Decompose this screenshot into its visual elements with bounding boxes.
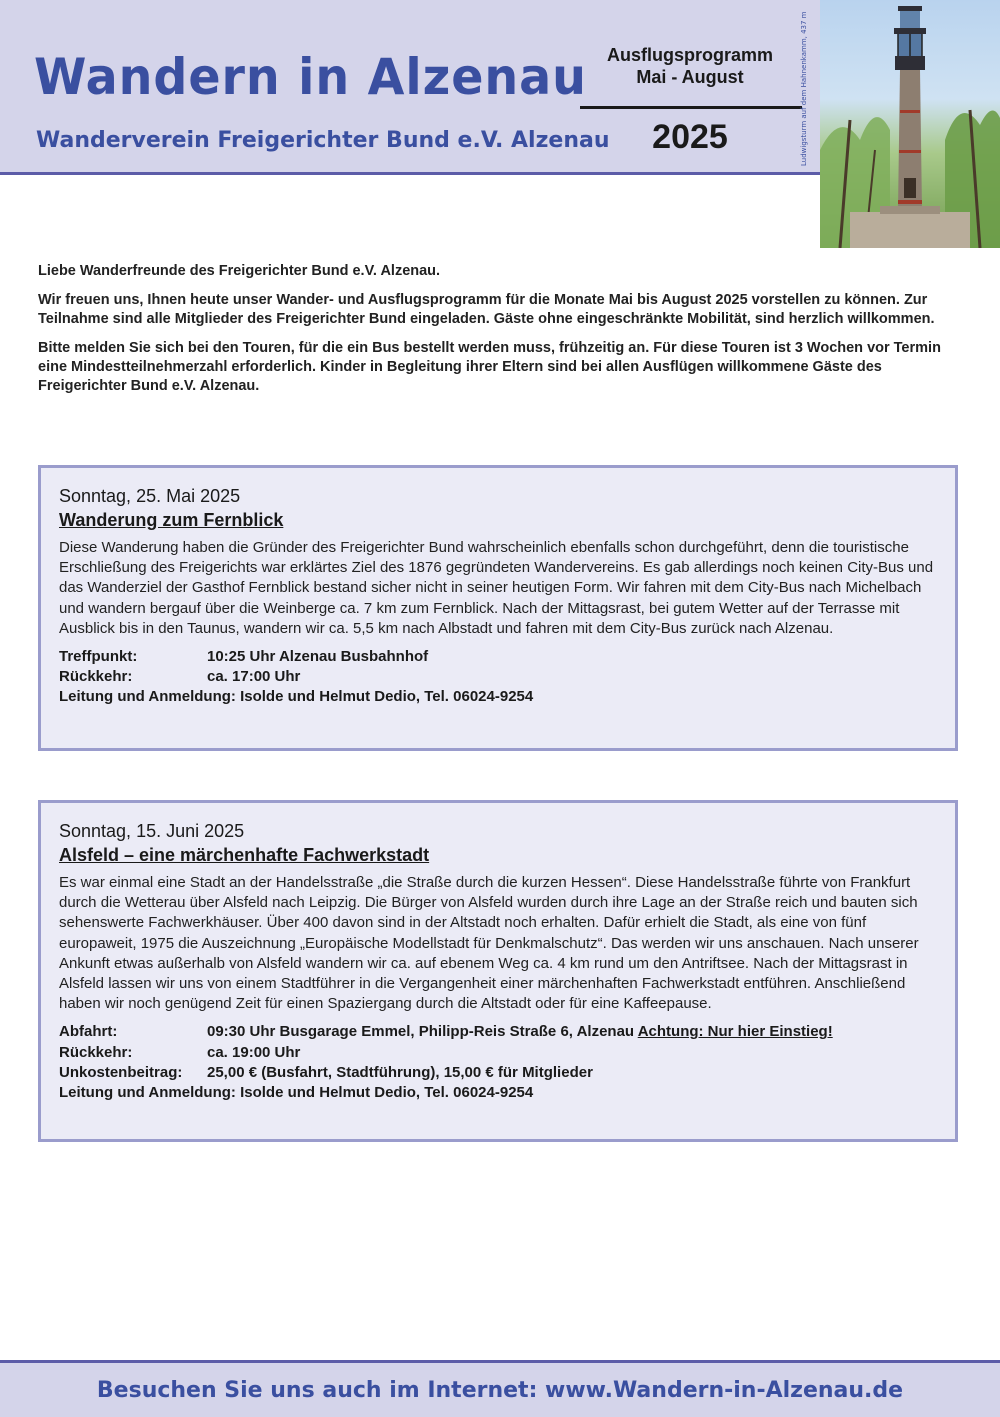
meeting-point-row bbox=[59, 647, 937, 667]
tour-description: Es war einmal eine Stadt an der Handelsstraße „die Straße durch die kurzen Hessen“. Diese Handelsstraße führte von Frankfurt durch die Wetterau über Alsfeld nach Leipzig. Die Bürger von Alsfeld wurden durch ihre Lage an der Straße reich und bauten sich sehenswerte Fachwerkhäuser. Über 400 davon sind in der Altstadt noch erhalten. Dafür erhielt die Stadt, als eine von fünf europaweit, 1975 die Auszeichnung „Europäische Modellstadt für Denkmalschutz“. Das werden wir uns anschauen. Nach unserer Ankunft etwas außerhalb von Alsfeld wandern wir ca. auf ebenem Weg ca. 4 km rund um den Antriftsee. Nach der Mittagsrast in Alsfeld lassen wir uns von einem Stadtführer in die Vergangenheit einer märchenhaften Fachwerkstadt entführen. Anschließend haben wir noch genügend Zeit für einen Spaziergang durch die Altstadt oder für eine Kaffeepause. bbox=[59, 874, 919, 1013]
tour-box bbox=[38, 800, 958, 1142]
boarding-warning: Achtung: Nur hier Einstieg! bbox=[637, 1023, 833, 1041]
detail-value: ca. 19:00 Uhr bbox=[207, 1043, 301, 1061]
intro-paragraph: Wir freuen uns, Ihnen heute unser Wander- und Ausflugsprogramm für die Monate Mai bis August 2025 vorstellen zu können. Zur Teilnahme sind alle Mitglieder des Freigerichter Bund eingeladen. Gäste ohne eingeschränkte Mobilität, sind herzlich willkommen. bbox=[38, 292, 935, 327]
tour-box bbox=[38, 465, 958, 751]
detail-label: Treffpunkt: bbox=[59, 648, 138, 666]
return-row bbox=[59, 667, 937, 687]
tour-description: Diese Wanderung haben die Gründer des Freigerichter Bund wahrscheinlich ebenfalls schon durchgeführt, denn die touristische Erschließung des Freigerichts war erklärtes Ziel des 1876 gegründeten Wandervereins. Es gab allerdings noch keinen City-Bus und das Wanderziel der Gasthof Fernblick bestand sicher nicht in seiner heutigen Form. Wir fahren mit dem City-Bus nach Michelbach und wandern bergauf über die Weinberge ca. 7 km zum Fernblick. Nach der Mittagsrast, bei gutem Wetter auf der Terrasse mit Ausblick bis in den Taunus, wandern wir ca. 5,5 km nach Albstadt und fahren mit dem City-Bus zurück nach Alzenau. bbox=[59, 539, 934, 637]
detail-label: Unkostenbeitrag: bbox=[59, 1063, 183, 1081]
program-label: Ausflugsprogramm bbox=[606, 45, 774, 65]
tour-date: Sonntag, 15. Juni 2025 bbox=[59, 821, 245, 841]
tower-photo bbox=[820, 0, 1000, 248]
program-info bbox=[578, 44, 802, 88]
website-link[interactable]: Besuchen Sie uns auch im Internet: www.Wandern-in-Alzenau.de bbox=[96, 1378, 904, 1403]
page-footer bbox=[0, 1360, 1000, 1417]
tower-illustration bbox=[820, 0, 1000, 248]
intro-greeting: Liebe Wanderfreunde des Freigerichter Bund e.V. Alzenau. bbox=[38, 263, 441, 279]
program-period: Mai - August bbox=[636, 67, 744, 87]
leader-row: Leitung und Anmeldung: Isolde und Helmut Dedio, Tel. 06024-9254 bbox=[59, 1084, 534, 1102]
program-year: 2025 bbox=[652, 118, 728, 156]
photo-caption: Ludwigsturm auf dem Hahnenkamm, 437 m bbox=[800, 11, 808, 166]
tour-title: Wanderung zum Fernblick bbox=[59, 510, 284, 530]
detail-value: ca. 17:00 Uhr bbox=[207, 668, 301, 686]
club-name: Wanderverein Freigerichter Bund e.V. Alzenau bbox=[36, 128, 610, 153]
intro-section bbox=[38, 262, 958, 406]
tour-date: Sonntag, 25. Mai 2025 bbox=[59, 486, 241, 506]
program-divider bbox=[580, 106, 802, 109]
page-title: Wandern in Alzenau bbox=[34, 48, 587, 106]
departure-row bbox=[59, 1022, 937, 1042]
detail-label: Abfahrt: bbox=[59, 1023, 118, 1041]
detail-label: Rückkehr: bbox=[59, 668, 133, 686]
return-row bbox=[59, 1043, 937, 1063]
detail-label: Rückkehr: bbox=[59, 1043, 133, 1061]
detail-value: 09:30 Uhr Busgarage Emmel, Philipp-Reis Straße 6, Alzenau bbox=[207, 1023, 635, 1041]
leader-row: Leitung und Anmeldung: Isolde und Helmut Dedio, Tel. 06024-9254 bbox=[59, 688, 534, 706]
detail-value: 10:25 Uhr Alzenau Busbahnhof bbox=[207, 648, 429, 666]
intro-paragraph: Bitte melden Sie sich bei den Touren, für die ein Bus bestellt werden muss, frühzeitig an. Für diese Touren ist 3 Wochen vor Termin eine Mindestteilnehmerzahl erforderlich. Kinder in Begleitung ihrer Eltern sind bei allen Ausflügen willkommene Gäste des Freigerichter Bund e.V. Alzenau. bbox=[38, 340, 941, 394]
cost-row bbox=[59, 1063, 937, 1083]
detail-value: 25,00 € (Busfahrt, Stadtführung), 15,00 € für Mitglieder bbox=[207, 1063, 593, 1081]
tour-title: Alsfeld – eine märchenhafte Fachwerkstadt bbox=[59, 845, 430, 865]
